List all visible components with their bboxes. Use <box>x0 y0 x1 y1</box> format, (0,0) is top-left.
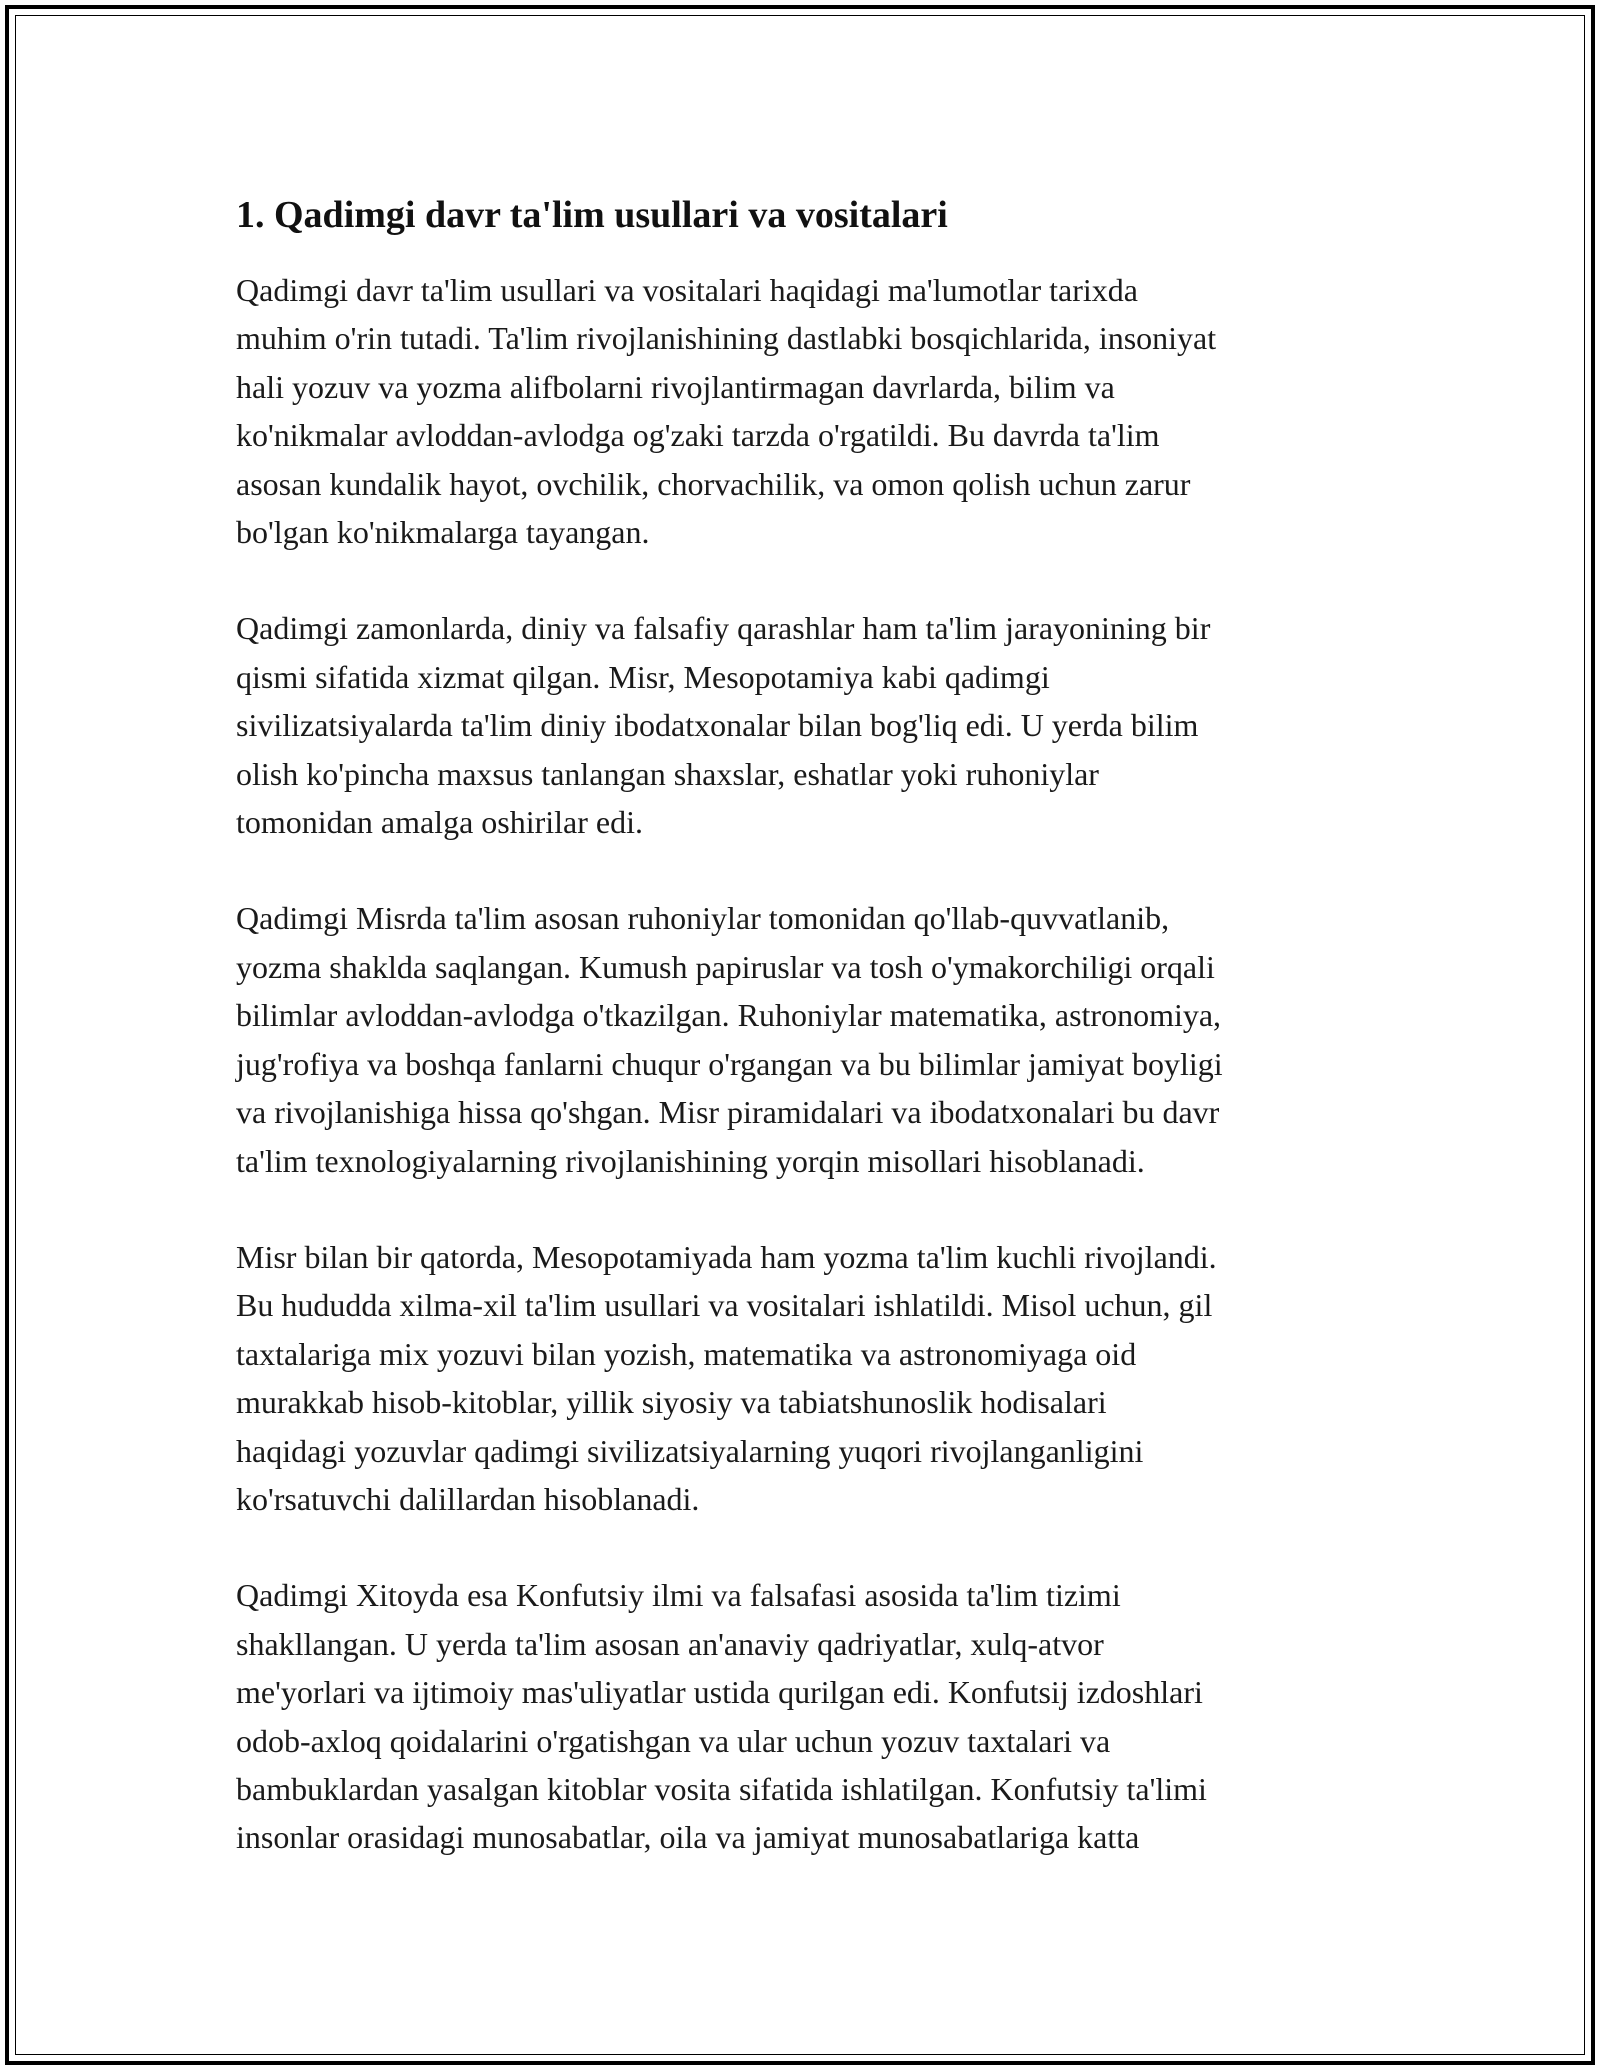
text-line: ta'lim texnologiyalarning rivojlanishining yorqin misollari hisoblanadi. <box>236 1142 1145 1179</box>
text-line: va rivojlanishiga hissa qo'shgan. Misr piramidalari va ibodatxonalari bu davr <box>236 1094 1220 1131</box>
text-line: taxtalariga mix yozuvi bilan yozish, matematika va astronomiyaga oid <box>236 1335 1137 1372</box>
text-line: odob-axloq qoidalarini o'rgatishgan va ular uchun yozuv taxtalari va <box>236 1722 1111 1759</box>
section-heading: 1. Qadimgi davr ta'lim usullari va vositalari <box>236 194 948 236</box>
text-line: asosan kundalik hayot, ovchilik, chorvachilik, va omon qolish uchun zarur <box>236 465 1191 502</box>
text-line: insonlar orasidagi munosabatlar, oila va jamiyat munosabatlariga katta <box>236 1819 1140 1856</box>
text-line: yozma shaklda saqlangan. Kumush papiruslar va tosh o'ymakorchiligi orqali <box>236 948 1215 985</box>
text-line: Qadimgi Xitoyda esa Konfutsiy ilmi va falsafasi asosida ta'lim tizimi <box>236 1577 1121 1614</box>
paragraph <box>236 1571 1376 1861</box>
text-line: haqidagi yozuvlar qadimgi sivilizatsiyalarning yuqori rivojlanganligini <box>236 1432 1144 1469</box>
text-line: Bu hududda xilma-xil ta'lim usullari va vositalari ishlatildi. Misol uchun, gil <box>236 1287 1213 1324</box>
text-line: olish ko'pincha maxsus tanlangan shaxslar, eshatlar yoki ruhoniylar <box>236 755 1099 792</box>
text-line: muhim o'rin tutadi. Ta'lim rivojlanishining dastlabki bosqichlarida, insoniyat <box>236 320 1217 357</box>
text-line: sivilizatsiyalarda ta'lim diniy ibodatxonalar bilan bog'liq edi. U yerda bilim <box>236 707 1199 744</box>
paragraph <box>236 1233 1376 1523</box>
text-line: tomonidan amalga oshirilar edi. <box>236 804 643 841</box>
text-line: murakkab hisob-kitoblar, yillik siyosiy va tabiatshunoslik hodisalari <box>236 1384 1107 1421</box>
text-line: bambuklardan yasalgan kitoblar vosita sifatida ishlatilgan. Konfutsiy ta'limi <box>236 1770 1207 1807</box>
text-line: Qadimgi zamonlarda, diniy va falsafiy qarashlar ham ta'lim jarayonining bir <box>236 610 1211 647</box>
text-line: shakllangan. U yerda ta'lim asosan an'anaviy qadriyatlar, xulq-atvor <box>236 1625 1104 1662</box>
text-line: bo'lgan ko'nikmalarga tayangan. <box>236 514 650 551</box>
text-line: hali yozuv va yozma alifbolarni rivojlantirmagan davrlarda, bilim va <box>236 368 1115 405</box>
text-line: ko'rsatuvchi dalillardan hisoblanadi. <box>236 1480 700 1517</box>
text-line: Qadimgi Misrda ta'lim asosan ruhoniylar tomonidan qo'llab-quvvatlanib, <box>236 900 1170 937</box>
text-line: jug'rofiya va boshqa fanlarni chuqur o'rgangan va bu bilimlar jamiyat boyligi <box>236 1045 1223 1082</box>
paragraph <box>236 894 1376 1184</box>
text-line: Misr bilan bir qatorda, Mesopotamiyada ham yozma ta'lim kuchli rivojlandi. <box>236 1238 1217 1275</box>
text-line: Qadimgi davr ta'lim usullari va vositalari haqidagi ma'lumotlar tarixda <box>236 272 1138 308</box>
document-body <box>236 182 1376 1910</box>
text-line: me'yorlari va ijtimoiy mas'uliyatlar ustida qurilgan edi. Konfutsij izdoshlari <box>236 1674 1203 1711</box>
text-line: qismi sifatida xizmat qilgan. Misr, Mesopotamiya kabi qadimgi <box>236 658 1050 695</box>
text-line: bilimlar avloddan-avlodga o'tkazilgan. Ruhoniylar matematika, astronomiya, <box>236 997 1222 1034</box>
paragraph <box>236 266 1376 556</box>
text-line: ko'nikmalar avloddan-avlodga og'zaki tarzda o'rgatildi. Bu davrda ta'lim <box>236 417 1160 454</box>
paragraph <box>236 604 1376 846</box>
